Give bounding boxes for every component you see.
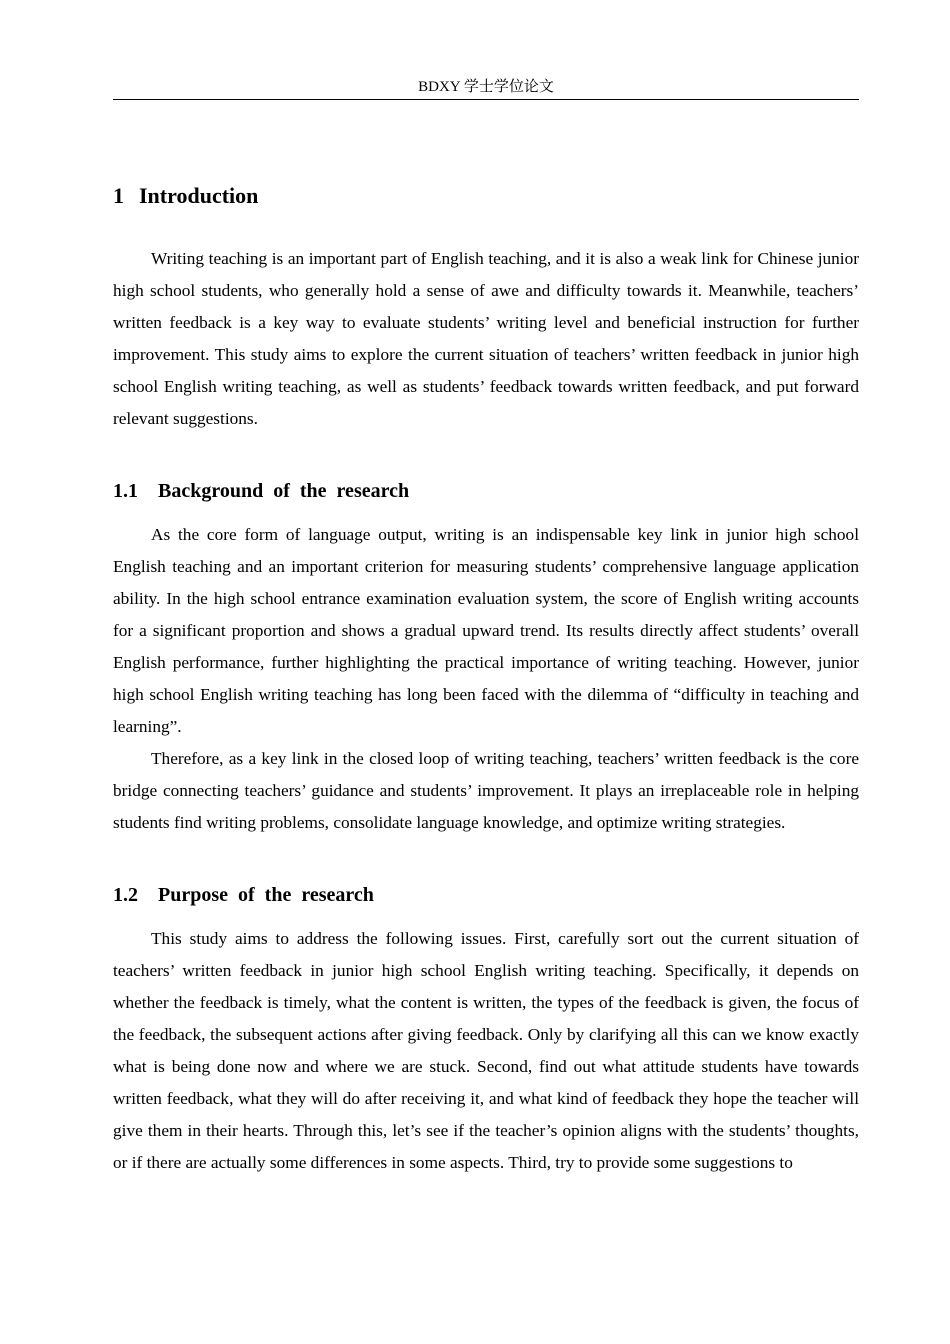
section-number: 1.1: [113, 480, 138, 502]
chapter-number: 1: [113, 183, 124, 208]
section-title: Background of the research: [158, 480, 410, 502]
header-rule: [113, 99, 859, 100]
section-heading-background: [113, 476, 859, 506]
page-body: [113, 180, 859, 1179]
intro-paragraph: Writing teaching is an important part of English teaching, and it is also a weak link for Chinese junior high school students, who generally hold a sense of awe and difficulty towards it. Meanwhile, teachers’ written feedback is a key way to evaluate students’ writing level and beneficial instruction for further improvement. This study aims to explore the current situation of teachers’ written feedback in junior high school English writing teaching, as well as students’ feedback towards written feedback, and put forward relevant suggestions.: [113, 249, 859, 428]
background-paragraph: As the core form of language output, writing is an indispensable key link in junior high school English teaching and an important criterion for measuring students’ comprehensive language application ability. In the high school entrance examination evaluation system, the score of English writing accounts for a significant proportion and shows a gradual upward trend. Its results directly affect students’ overall English performance, further highlighting the practical importance of writing teaching. However, junior high school English writing teaching has long been faced with the dilemma of “difficulty in teaching and learning”.: [113, 525, 859, 736]
chapter-title: Introduction: [139, 183, 259, 208]
purpose-paragraph: This study aims to address the following issues. First, carefully sort out the current situation of teachers’ written feedback in junior high school English writing teaching. Specifically, it depends on whether the feedback is timely, what the content is written, the types of the feedback is given, the focus of the feedback, the subsequent actions after giving feedback. Only by clarifying all this can we know exactly what is being done now and where we are stuck. Second, find out what attitude students have towards written feedback, what they will do after receiving it, and what kind of feedback they hope the teacher will give them in their hearts. Through this, let’s see if the teacher’s opinion aligns with the students’ thoughts, or if there are actually some differences in some aspects. Third, try to provide some suggestions to: [113, 929, 859, 1172]
running-header: BDXY 学士学位论文: [418, 79, 554, 95]
section-number: 1.2: [113, 884, 138, 906]
background-paragraph: Therefore, as a key link in the closed loop of writing teaching, teachers’ written feedback is the core bridge connecting teachers’ guidance and students’ improvement. It plays an irreplaceable role in helping students find writing problems, consolidate language knowledge, and optimize writing strategies.: [113, 749, 859, 832]
chapter-heading: [113, 180, 859, 212]
section-heading-purpose: [113, 880, 859, 910]
section-title: Purpose of the research: [158, 884, 374, 906]
